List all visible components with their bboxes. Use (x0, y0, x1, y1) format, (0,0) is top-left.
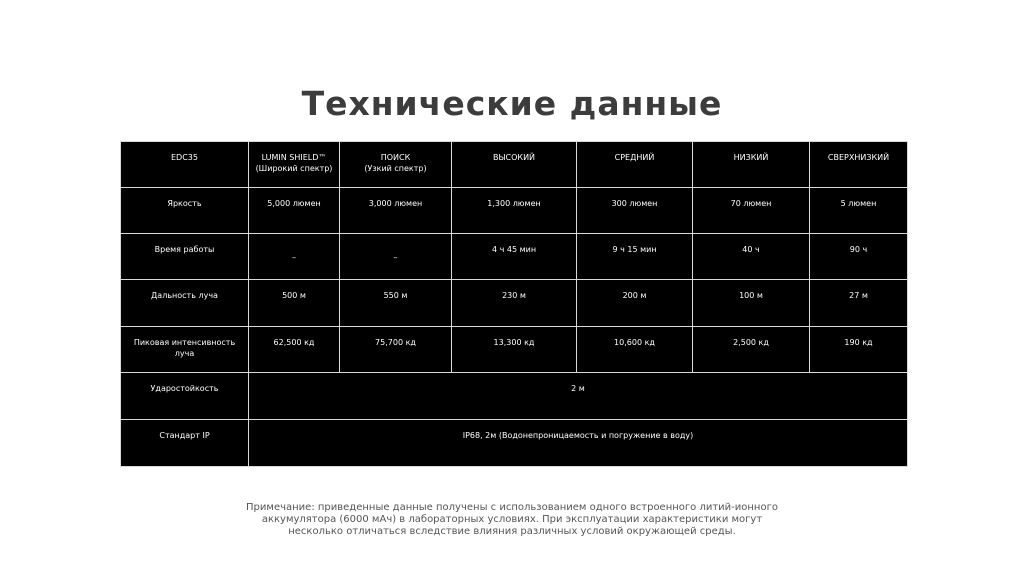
model-cell: EDC35 (121, 142, 249, 188)
footnote-line: Примечание: приведенные данные получены с использованием одного встроенного литий-ионного (246, 502, 778, 513)
mode-header-low: НИЗКИЙ (693, 142, 810, 188)
table-cell: 27 м (810, 280, 908, 327)
mode-header-high: ВЫСОКИЙ (452, 142, 577, 188)
row-label: Стандарт IP (121, 420, 249, 467)
mode-sub: (Широкий спектр) (255, 164, 333, 173)
table-cell: 75,700 кд (340, 327, 452, 373)
page-title: Технические данные (301, 84, 723, 123)
table-cell: 70 люмен (693, 188, 810, 234)
table-cell: 1,300 люмен (452, 188, 577, 234)
table-row-brightness (121, 188, 908, 234)
table-cell: 2,500 кд (693, 327, 810, 373)
row-label: Ударостойкость (121, 373, 249, 420)
table-cell: 550 м (340, 280, 452, 327)
table-cell (340, 234, 452, 280)
table-cell-merged: IP68, 2м (Водонепроницаемость и погружение в воду) (249, 420, 908, 467)
table-cell (249, 234, 340, 280)
table-cell-merged: 2 м (249, 373, 908, 420)
table-cell: 10,600 кд (577, 327, 693, 373)
table-cell: 40 ч (693, 234, 810, 280)
footnote-line: несколько отличаться вследствие влияния различных условий окружающей среды. (288, 526, 736, 537)
row-label: Яркость (121, 188, 249, 234)
table-cell: 300 люмен (577, 188, 693, 234)
table-cell: 9 ч 15 мин (577, 234, 693, 280)
table-header-row (121, 142, 908, 188)
table-row-ip (121, 420, 908, 467)
footnote (220, 502, 804, 538)
row-label: Дальность луча (121, 280, 249, 327)
table-cell: 200 м (577, 280, 693, 327)
table-cell: 90 ч (810, 234, 908, 280)
mode-name: ПОИСК (380, 153, 411, 162)
mode-header-lumin-shield (249, 142, 340, 188)
table-cell: 100 м (693, 280, 810, 327)
table-cell: 5 люмен (810, 188, 908, 234)
mode-header-search (340, 142, 452, 188)
table-cell: 230 м (452, 280, 577, 327)
specs-table-grid (120, 141, 908, 467)
table-cell: 62,500 кд (249, 327, 340, 373)
mode-sub: (Узкий спектр) (364, 164, 427, 173)
table-row-runtime (121, 234, 908, 280)
table-cell: 5,000 люмен (249, 188, 340, 234)
dash-value: – (393, 253, 398, 262)
table-cell: 190 кд (810, 327, 908, 373)
table-cell: 13,300 кд (452, 327, 577, 373)
row-label: Время работы (121, 234, 249, 280)
table-row-beam-distance (121, 280, 908, 327)
table-cell: 3,000 люмен (340, 188, 452, 234)
table-row-impact (121, 373, 908, 420)
table-cell: 500 м (249, 280, 340, 327)
table-row-peak-intensity (121, 327, 908, 373)
footnote-line: аккумулятора (6000 мАч) в лабораторных условиях. При эксплуатации характеристики могут (261, 514, 763, 525)
table-cell: 4 ч 45 мин (452, 234, 577, 280)
mode-header-ultralow: СВЕРХНИЗКИЙ (810, 142, 908, 188)
mode-header-medium: СРЕДНИЙ (577, 142, 693, 188)
row-label: Пиковая интенсивность луча (121, 327, 249, 373)
mode-name: LUMIN SHIELD™ (261, 153, 327, 162)
dash-value: – (292, 253, 296, 262)
